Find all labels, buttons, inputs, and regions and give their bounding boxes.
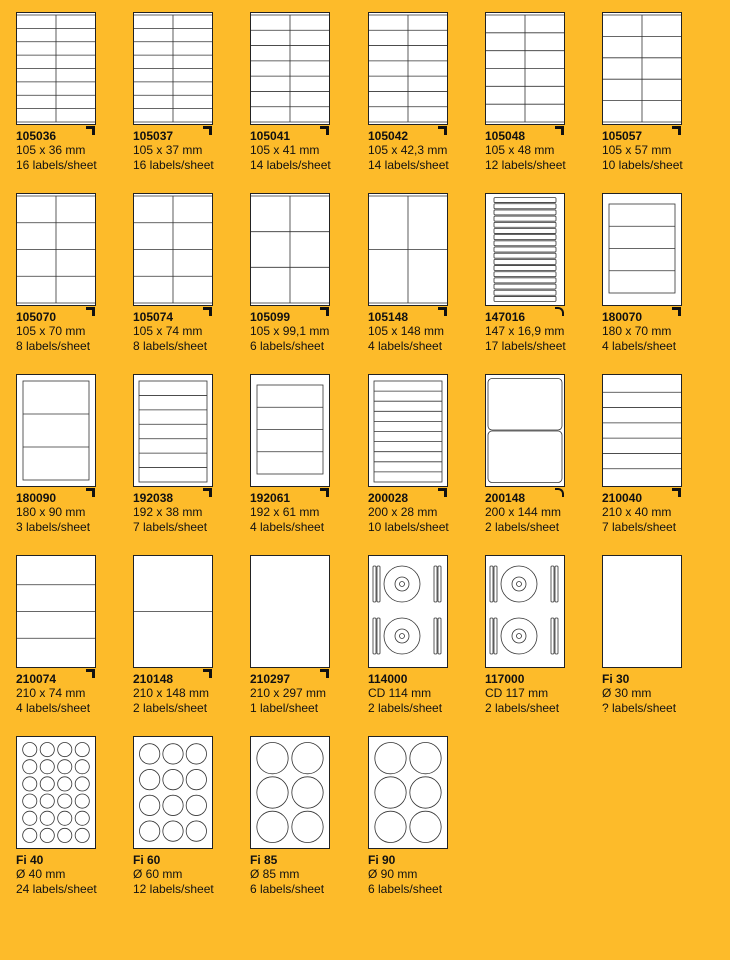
labels-per-sheet: 24 labels/sheet [16, 882, 97, 896]
circle-label [75, 760, 89, 774]
spine-label-outline [377, 618, 380, 654]
circle-label [40, 811, 54, 825]
labels-per-sheet: 14 labels/sheet [250, 158, 331, 172]
sheet-layout-preview [485, 12, 565, 125]
labels-per-sheet: 12 labels/sheet [485, 158, 566, 172]
label-outline [494, 247, 556, 252]
product-code: Fi 90 [368, 853, 396, 867]
circle-label [186, 795, 206, 815]
sheet-layout-preview [133, 374, 213, 487]
spine-label-outline [555, 618, 558, 654]
product-code: 210148 [133, 672, 174, 686]
sheet-layout-preview [602, 12, 682, 125]
sheet-layout-preview [368, 193, 448, 306]
label-size: 105 x 42,3 mm [368, 143, 448, 157]
sheet-layout-preview [368, 12, 448, 125]
sheet-layout-drawing [603, 375, 681, 486]
product-code: 200028 [368, 491, 409, 505]
labels-per-sheet: 4 labels/sheet [16, 701, 91, 715]
circle-label [163, 744, 183, 764]
labels-per-sheet: 7 labels/sheet [602, 520, 677, 534]
label-item[interactable] [368, 193, 483, 368]
cd-label-circle [501, 618, 537, 654]
label-outline [494, 235, 556, 240]
label-size: Ø 30 mm [602, 686, 652, 700]
square-corner-icon [320, 126, 329, 135]
labels-per-sheet: 10 labels/sheet [368, 520, 449, 534]
label-item[interactable] [485, 374, 600, 549]
sheet-layout-drawing [369, 556, 447, 667]
sheet-layout-preview [250, 12, 330, 125]
label-outline [494, 198, 556, 203]
sheet-layout-drawing [251, 556, 329, 667]
label-item[interactable] [602, 555, 717, 730]
product-code: 105057 [602, 129, 643, 143]
label-size: 200 x 28 mm [368, 505, 438, 519]
label-size: 210 x 40 mm [602, 505, 672, 519]
label-size: 200 x 144 mm [485, 505, 562, 519]
spine-label-outline [373, 618, 376, 654]
label-outline [494, 222, 556, 227]
labels-per-sheet: 4 labels/sheet [602, 339, 677, 353]
square-corner-icon [203, 126, 212, 135]
sheet-layout-preview [250, 736, 330, 849]
sheet-layout-drawing [603, 13, 681, 124]
cd-label-circle [384, 566, 420, 602]
label-outline [494, 284, 556, 289]
label-outline [494, 259, 556, 264]
label-item[interactable] [602, 374, 717, 549]
circle-label [23, 828, 37, 842]
circle-label [40, 743, 54, 757]
product-code: 192061 [250, 491, 291, 505]
labels-per-sheet: 12 labels/sheet [133, 882, 214, 896]
label-size: CD 114 mm [368, 686, 432, 700]
circle-label [40, 794, 54, 808]
sheet-layout-drawing [251, 194, 329, 305]
circle-label [75, 811, 89, 825]
spine-label-outline [434, 618, 437, 654]
sheet-layout-drawing [134, 375, 212, 486]
sheet-layout-preview [485, 374, 565, 487]
cd-hole-circle [395, 629, 409, 643]
sheet-layout-preview [16, 12, 96, 125]
label-item[interactable] [250, 736, 365, 911]
sheet-layout-drawing [486, 375, 564, 486]
cd-center-circle [400, 634, 405, 639]
sheet-layout-drawing [134, 556, 212, 667]
circle-label [375, 777, 406, 808]
label-outline [139, 381, 207, 482]
label-item[interactable] [368, 736, 483, 911]
cd-label-circle [384, 618, 420, 654]
label-outline [488, 379, 562, 431]
label-size: Ø 90 mm [368, 867, 418, 881]
square-corner-icon [555, 126, 564, 135]
label-size: 105 x 41 mm [250, 143, 320, 157]
sheet-layout-preview [602, 374, 682, 487]
spine-label-outline [494, 618, 497, 654]
spine-label-outline [434, 566, 437, 602]
circle-label [75, 743, 89, 757]
circle-label [58, 760, 72, 774]
product-code: 105042 [368, 129, 409, 143]
label-outline [494, 290, 556, 295]
label-size: 210 x 74 mm [16, 686, 86, 700]
square-corner-icon [86, 126, 95, 135]
label-item[interactable] [133, 555, 248, 730]
label-size: 105 x 74 mm [133, 324, 203, 338]
product-code: 210040 [602, 491, 643, 505]
product-code: 210074 [16, 672, 57, 686]
product-code: 210297 [250, 672, 291, 686]
label-size: Ø 85 mm [250, 867, 300, 881]
sheet-layout-drawing [486, 13, 564, 124]
sheet-layout-drawing [369, 375, 447, 486]
sheet-layout-drawing [369, 13, 447, 124]
circle-label [58, 828, 72, 842]
square-corner-icon [438, 126, 447, 135]
label-outline [494, 216, 556, 221]
circle-label [410, 777, 441, 808]
labels-per-sheet: ? labels/sheet [602, 701, 677, 715]
circle-label [75, 794, 89, 808]
label-item[interactable] [16, 736, 131, 911]
sheet-layout-preview [250, 193, 330, 306]
circle-label [58, 794, 72, 808]
spine-label-outline [551, 618, 554, 654]
cd-center-circle [400, 582, 405, 587]
label-item[interactable] [485, 193, 600, 368]
circle-label [40, 777, 54, 791]
label-size: 180 x 70 mm [602, 324, 672, 338]
product-code: Fi 60 [133, 853, 161, 867]
sheet-layout-preview [368, 374, 448, 487]
sheet-layout-drawing [486, 556, 564, 667]
label-size: Ø 40 mm [16, 867, 66, 881]
product-code: 105048 [485, 129, 526, 143]
cd-center-circle [517, 634, 522, 639]
label-item[interactable] [133, 374, 248, 549]
labels-per-sheet: 17 labels/sheet [485, 339, 566, 353]
square-corner-icon [672, 307, 681, 316]
label-size: Ø 60 mm [133, 867, 183, 881]
square-corner-icon [672, 488, 681, 497]
circle-label [140, 744, 160, 764]
label-item[interactable] [133, 736, 248, 911]
square-corner-icon [86, 307, 95, 316]
circle-label [40, 760, 54, 774]
sheet-layout-preview [133, 12, 213, 125]
sheet-layout-drawing [603, 556, 681, 667]
label-size: 180 x 90 mm [16, 505, 86, 519]
circle-label [23, 794, 37, 808]
label-outline [494, 241, 556, 246]
labels-per-sheet: 8 labels/sheet [16, 339, 91, 353]
sheet-layout-drawing [17, 375, 95, 486]
square-corner-icon [320, 307, 329, 316]
square-corner-icon [86, 488, 95, 497]
circle-label [23, 811, 37, 825]
cd-hole-circle [512, 629, 526, 643]
sheet-layout-drawing [134, 194, 212, 305]
label-item[interactable] [250, 555, 365, 730]
cd-label-circle [501, 566, 537, 602]
spine-label-outline [438, 618, 441, 654]
circle-label [257, 811, 288, 842]
circle-label [75, 828, 89, 842]
label-item[interactable] [485, 555, 600, 730]
label-item[interactable] [133, 12, 248, 187]
labels-per-sheet: 16 labels/sheet [16, 158, 97, 172]
label-size: 105 x 99,1 mm [250, 324, 330, 338]
sheet-layout-preview [133, 193, 213, 306]
label-size: 105 x 148 mm [368, 324, 445, 338]
circle-label [292, 811, 323, 842]
label-item[interactable] [368, 374, 483, 549]
label-item[interactable] [485, 12, 600, 187]
label-outline [494, 228, 556, 233]
sheet-layout-preview [602, 555, 682, 668]
label-size: 105 x 37 mm [133, 143, 203, 157]
rounded-corner-icon [555, 307, 564, 316]
product-code: 105074 [133, 310, 174, 324]
label-size: CD 117 mm [485, 686, 549, 700]
labels-per-sheet: 3 labels/sheet [16, 520, 91, 534]
product-code: 147016 [485, 310, 526, 324]
label-outline [494, 253, 556, 258]
sheet-layout-preview [16, 193, 96, 306]
sheet-layout-drawing [369, 737, 447, 848]
label-outline [494, 296, 556, 301]
label-item[interactable] [368, 12, 483, 187]
circle-label [410, 811, 441, 842]
product-code: Fi 30 [602, 672, 630, 686]
label-item[interactable] [250, 12, 365, 187]
labels-per-sheet: 14 labels/sheet [368, 158, 449, 172]
circle-label [410, 743, 441, 774]
label-item[interactable] [16, 12, 131, 187]
labels-per-sheet: 2 labels/sheet [368, 701, 443, 715]
product-code: Fi 40 [16, 853, 44, 867]
spine-label-outline [438, 566, 441, 602]
circle-label [140, 795, 160, 815]
circle-label [292, 777, 323, 808]
sheet-layout-preview [485, 555, 565, 668]
square-corner-icon [672, 126, 681, 135]
circle-label [140, 821, 160, 841]
labels-per-sheet: 1 label/sheet [250, 701, 319, 715]
product-code: Fi 85 [250, 853, 278, 867]
sheet-layout-drawing [17, 556, 95, 667]
sheet-layout-preview [485, 193, 565, 306]
label-item[interactable] [250, 193, 365, 368]
labels-per-sheet: 7 labels/sheet [133, 520, 208, 534]
label-outline [494, 210, 556, 215]
label-outline [494, 278, 556, 283]
labels-per-sheet: 4 labels/sheet [368, 339, 443, 353]
circle-label [163, 795, 183, 815]
sheet-layout-preview [16, 374, 96, 487]
sheet-layout-preview [368, 736, 448, 849]
sheet-layout-drawing [369, 194, 447, 305]
labels-per-sheet: 6 labels/sheet [250, 882, 325, 896]
label-size: 105 x 36 mm [16, 143, 86, 157]
circle-label [23, 760, 37, 774]
label-outline [23, 381, 89, 480]
spine-label-outline [555, 566, 558, 602]
sheet-layout-drawing [17, 194, 95, 305]
sheet-layout-drawing [17, 737, 95, 848]
spine-label-outline [551, 566, 554, 602]
circle-label [163, 821, 183, 841]
label-outline [494, 266, 556, 271]
circle-label [40, 828, 54, 842]
label-outline [494, 272, 556, 277]
label-item[interactable] [16, 555, 131, 730]
product-code: 105037 [133, 129, 174, 143]
sheet-layout-preview [133, 736, 213, 849]
square-corner-icon [203, 488, 212, 497]
circle-label [163, 769, 183, 789]
label-item[interactable] [16, 193, 131, 368]
labels-per-sheet: 6 labels/sheet [368, 882, 443, 896]
square-corner-icon [86, 669, 95, 678]
circle-label [23, 777, 37, 791]
product-code: 200148 [485, 491, 526, 505]
circle-label [58, 811, 72, 825]
circle-label [375, 811, 406, 842]
circle-label [58, 777, 72, 791]
sheet-layout-preview [368, 555, 448, 668]
product-code: 105041 [250, 129, 291, 143]
product-code: 192038 [133, 491, 174, 505]
square-corner-icon [438, 307, 447, 316]
product-code: 105036 [16, 129, 57, 143]
circle-label [186, 821, 206, 841]
sheet-layout-drawing [251, 375, 329, 486]
square-corner-icon [438, 488, 447, 497]
labels-per-sheet: 16 labels/sheet [133, 158, 214, 172]
product-code: 180090 [16, 491, 57, 505]
sheet-layout-drawing [134, 13, 212, 124]
circle-label [292, 743, 323, 774]
spine-label-outline [377, 566, 380, 602]
square-corner-icon [320, 488, 329, 497]
product-code: 105148 [368, 310, 409, 324]
sheet-layout-preview [250, 555, 330, 668]
product-code: 105070 [16, 310, 57, 324]
label-item[interactable] [602, 193, 717, 368]
label-size: 210 x 297 mm [250, 686, 327, 700]
label-item[interactable] [16, 374, 131, 549]
labels-per-sheet: 2 labels/sheet [485, 701, 560, 715]
labels-per-sheet: 8 labels/sheet [133, 339, 208, 353]
label-item[interactable] [602, 12, 717, 187]
sheet-layout-preview [16, 736, 96, 849]
label-size: 105 x 57 mm [602, 143, 672, 157]
square-corner-icon [320, 669, 329, 678]
labels-per-sheet: 10 labels/sheet [602, 158, 683, 172]
sheet-layout-drawing [17, 13, 95, 124]
label-size: 192 x 38 mm [133, 505, 203, 519]
label-outline [494, 204, 556, 209]
sheet-layout-drawing [603, 194, 681, 305]
sheet-layout-preview [250, 374, 330, 487]
square-corner-icon [203, 669, 212, 678]
product-code: 114000 [368, 672, 408, 686]
label-outline [488, 431, 562, 483]
sheet-layout-preview [133, 555, 213, 668]
labels-per-sheet: 2 labels/sheet [485, 520, 560, 534]
product-code: 105099 [250, 310, 291, 324]
sheet-layout-drawing [486, 194, 564, 305]
sheet-layout-drawing [251, 13, 329, 124]
label-size: 105 x 48 mm [485, 143, 555, 157]
circle-label [257, 777, 288, 808]
sheet-layout-drawing [251, 737, 329, 848]
circle-label [257, 743, 288, 774]
cd-hole-circle [512, 577, 526, 591]
circle-label [75, 777, 89, 791]
cd-center-circle [517, 582, 522, 587]
square-corner-icon [203, 307, 212, 316]
product-code: 180070 [602, 310, 643, 324]
product-code: 117000 [485, 672, 525, 686]
sheet-layout-drawing [134, 737, 212, 848]
sheet-layout-preview [602, 193, 682, 306]
circle-label [23, 743, 37, 757]
circle-label [375, 743, 406, 774]
label-size: 192 x 61 mm [250, 505, 320, 519]
label-size: 105 x 70 mm [16, 324, 86, 338]
spine-label-outline [490, 618, 493, 654]
spine-label-outline [373, 566, 376, 602]
spine-label-outline [494, 566, 497, 602]
cd-hole-circle [395, 577, 409, 591]
label-item[interactable] [250, 374, 365, 549]
circle-label [140, 769, 160, 789]
labels-per-sheet: 6 labels/sheet [250, 339, 325, 353]
sheet-layout-preview [16, 555, 96, 668]
circle-label [186, 744, 206, 764]
label-size: 147 x 16,9 mm [485, 324, 565, 338]
label-item[interactable] [368, 555, 483, 730]
circle-label [186, 769, 206, 789]
circle-label [58, 743, 72, 757]
label-item[interactable] [133, 193, 248, 368]
label-size: 210 x 148 mm [133, 686, 210, 700]
labels-per-sheet: 4 labels/sheet [250, 520, 325, 534]
rounded-corner-icon [555, 488, 564, 497]
spine-label-outline [490, 566, 493, 602]
labels-per-sheet: 2 labels/sheet [133, 701, 208, 715]
